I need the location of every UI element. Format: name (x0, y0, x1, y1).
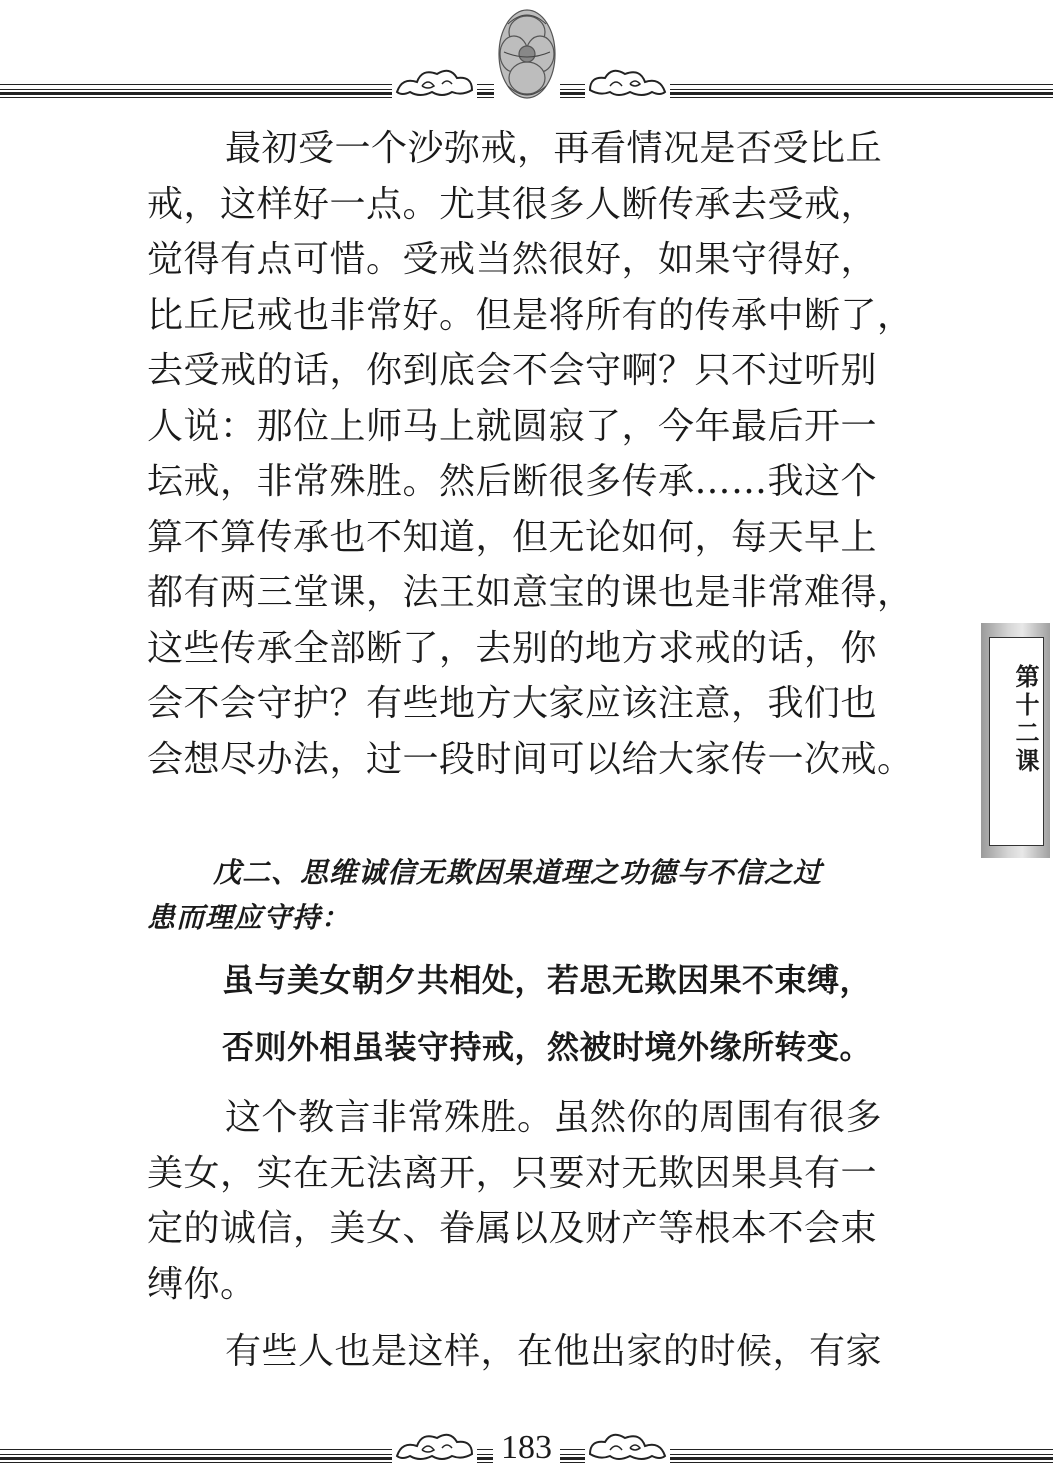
cloud-ornament-icon (585, 62, 670, 102)
text-line: 觉得有点可惜。受戒当然很好，如果守得好， (147, 239, 878, 280)
text-line: 最初受一个沙弥戒，再看情况是否受比丘 (225, 128, 883, 169)
page-number-text: 183 (493, 1429, 560, 1466)
flower-ornament-icon (488, 2, 566, 108)
chapter-tab-label: 第十二课 (1011, 664, 1039, 776)
body-paragraph (147, 1090, 927, 1312)
text-line: 人说：那位上师马上就圆寂了，今年最后开一 (147, 405, 878, 447)
text-line: 美女，实在无法离开，只要对无欺因果具有一 (147, 1152, 878, 1194)
text-line: 有些人也是这样，在他出家的时候，有家 (225, 1331, 883, 1372)
chapter-tab (981, 623, 1050, 858)
text-line: 这个教言非常殊胜。虽然你的周围有很多 (225, 1097, 883, 1138)
text-line: 去受戒的话，你到底会不会守啊？只不过听别 (147, 350, 878, 391)
chapter-tab-frame (989, 637, 1044, 846)
text-line: 会想尽办法，过一段时间可以给大家传一次戒。 (147, 738, 914, 780)
verse-line: 否则外相虽装守持戒，然被时境外缘所转变。 (222, 1028, 873, 1066)
text-line: 坛戒，非常殊胜。然后断很多传承……我这个 (147, 461, 878, 502)
text-line: 这些传承全部断了，去别的地方求戒的话，你 (147, 627, 878, 669)
verse-line: 虽与美女朝夕共相处，若思无欺因果不束缚， (222, 961, 873, 999)
section-heading (147, 850, 927, 940)
heading-line: 戊二、思维诚信无欺因果道理之功德与不信之过 (213, 856, 823, 889)
heading-line: 患而理应守持： (147, 901, 351, 934)
text-line: 会不会守护？有些地方大家应该注意，我们也 (147, 683, 878, 724)
text-line: 缚你。 (147, 1263, 257, 1305)
cloud-ornament-icon (392, 62, 477, 102)
page-number (0, 1428, 1053, 1468)
body-paragraph (147, 121, 927, 787)
text-line: 比丘尼戒也非常好。但是将所有的传承中断了， (147, 294, 914, 336)
text-line: 定的诚信，美女、眷属以及财产等根本不会束 (147, 1208, 878, 1249)
text-line: 算不算传承也不知道，但无论如何，每天早上 (147, 516, 878, 558)
text-line: 戒，这样好一点。尤其很多人断传承去受戒， (147, 183, 878, 225)
body-paragraph (147, 1324, 927, 1380)
text-line: 都有两三堂课，法王如意宝的课也是非常难得， (147, 572, 914, 613)
